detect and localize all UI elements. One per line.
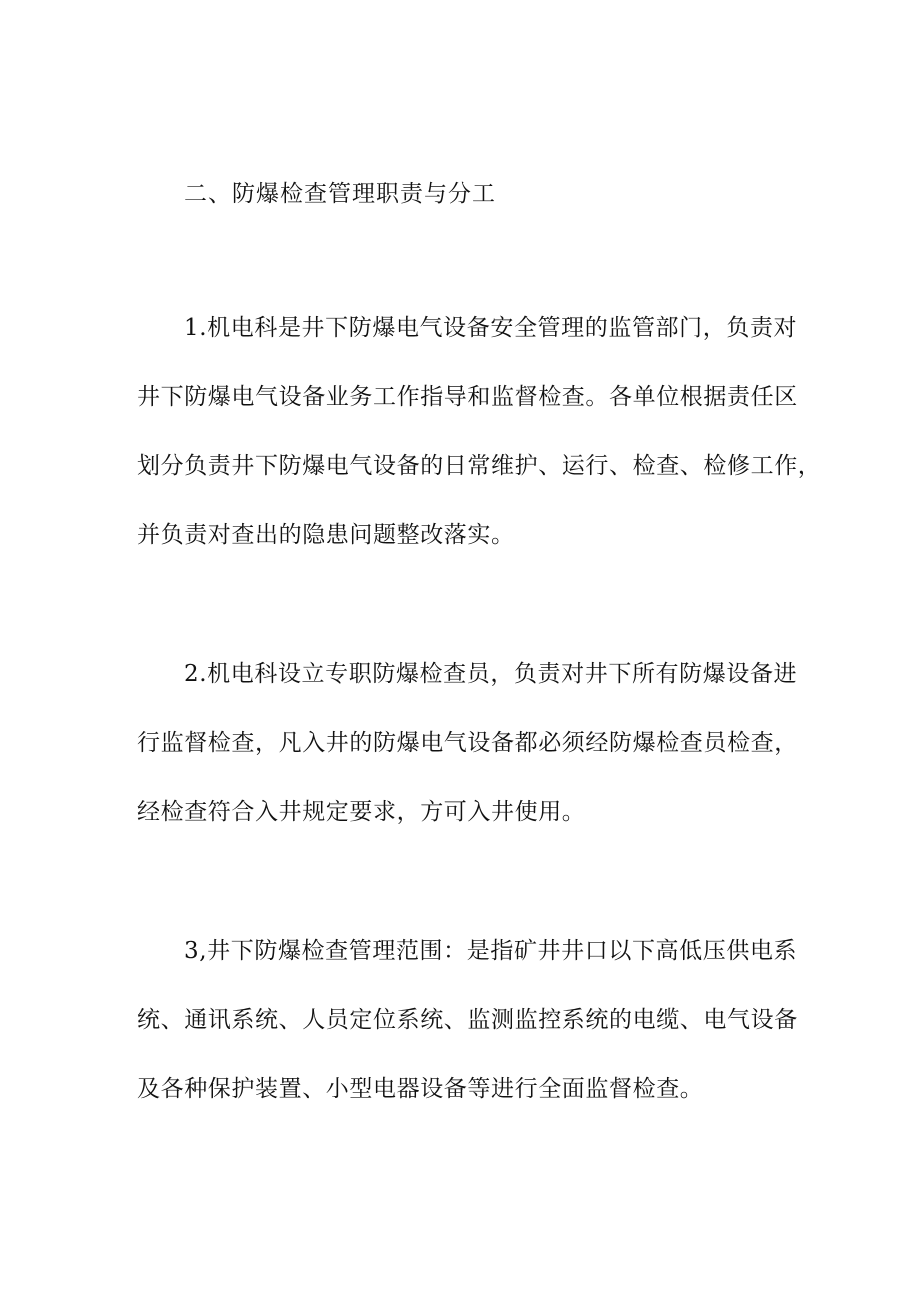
paragraph-line: 3,井下防爆检查管理范围：是指矿井井口以下高低压供电系: [184, 938, 798, 964]
paragraph-line: 并负责对查出的隐患问题整改落实。: [137, 522, 515, 548]
paragraph-line: 井下防爆电气设备业务工作指导和监督检查。各单位根据责任区: [137, 384, 798, 410]
paragraph-line: 行监督检查，凡入井的防爆电气设备都必须经防爆检查员检查，: [137, 730, 798, 756]
paragraph-line: 2.机电科设立专职防爆检查员，负责对井下所有防爆设备进: [184, 661, 798, 687]
paragraph-line: 统、通讯系统、人员定位系统、监测监控系统的电缆、电气设备: [137, 1007, 798, 1033]
paragraph-line: 划分负责井下防爆电气设备的日常维护、运行、检查、检修工作，: [137, 453, 822, 479]
section-heading: 二、防爆检查管理职责与分工: [184, 181, 496, 207]
paragraph-line: 经检查符合入井规定要求，方可入井使用。: [137, 799, 586, 825]
paragraph-line: 1.机电科是井下防爆电气设备安全管理的监管部门，负责对: [184, 315, 798, 341]
paragraph-line: 及各种保护装置、小型电器设备等进行全面监督检查。: [137, 1076, 704, 1102]
